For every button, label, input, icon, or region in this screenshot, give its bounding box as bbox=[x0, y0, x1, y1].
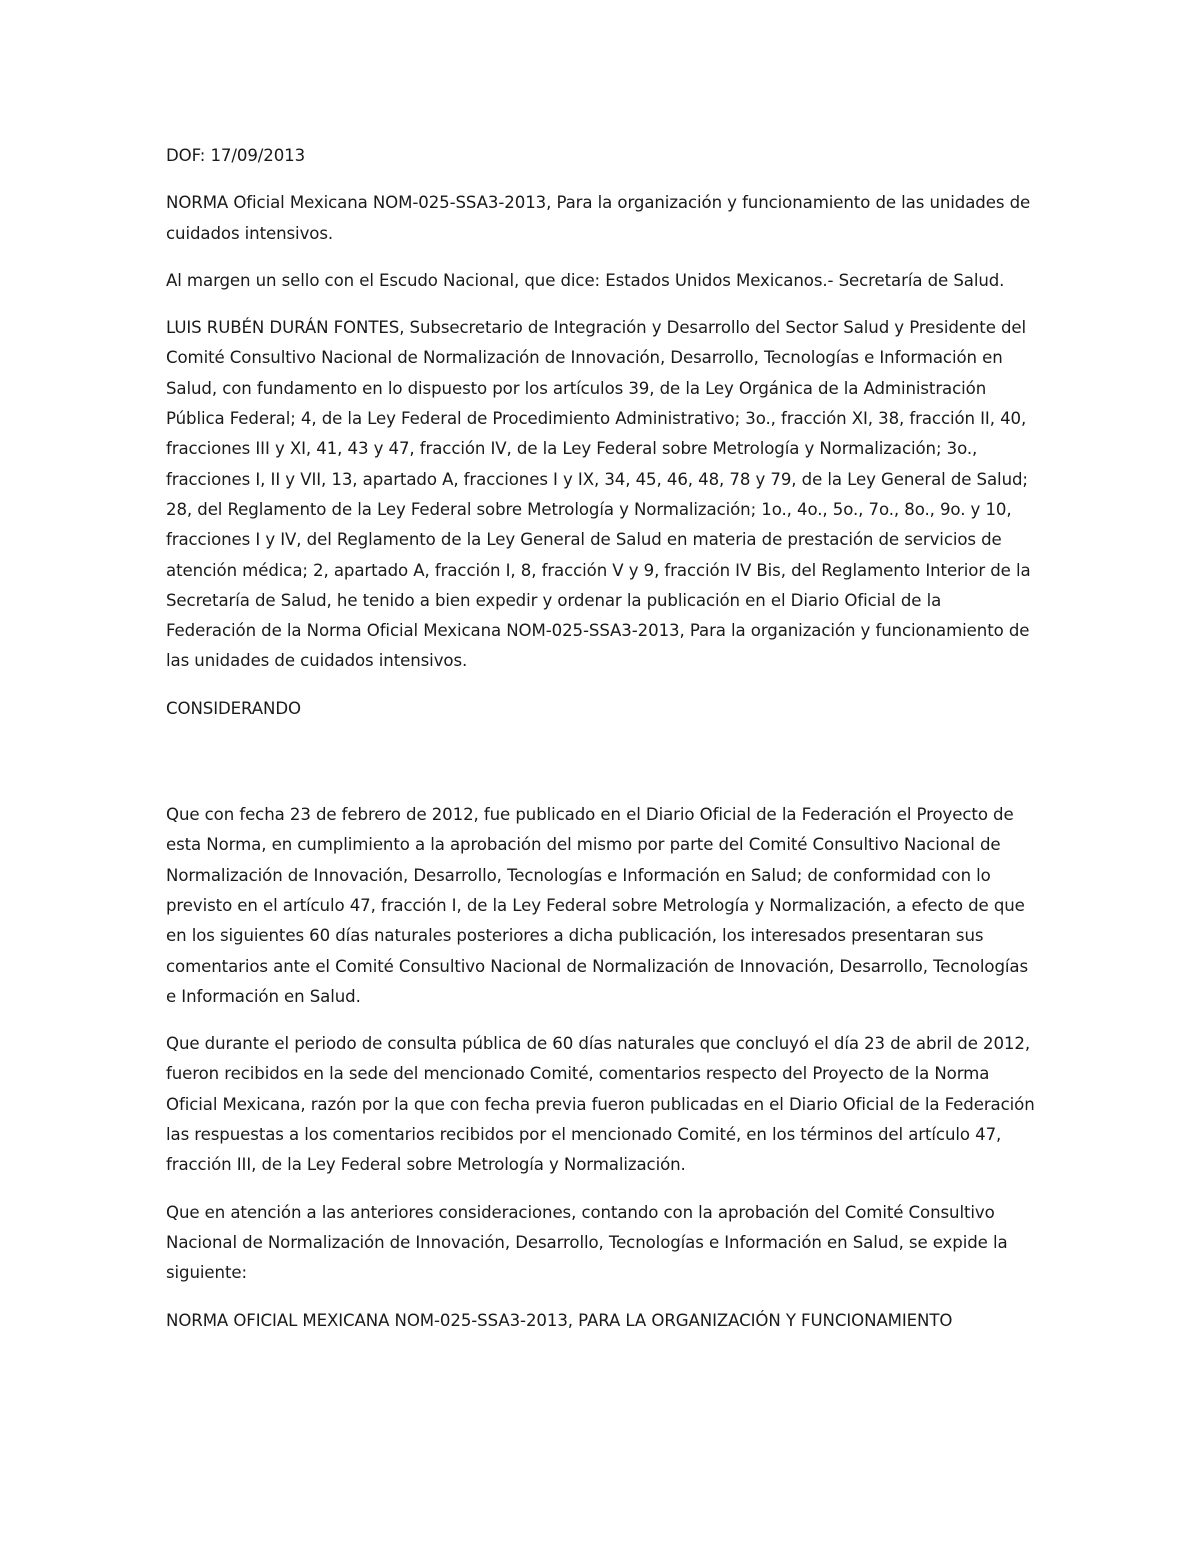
considerando-paragraph-2: Que durante el periodo de consulta pública de 60 días naturales que concluyó el día 23 de abril de 2012, fueron recibidos en la sede del mencionado Comité, comentarios respecto del Proyecto de la Norma Oficial Mexicana, razón por la que con fecha previa fueron publicadas en el Diario Oficial de la Federación las respuestas a los comentarios recibidos por el mencionado Comité, en los términos del artículo 47, fracción III, de la Ley Federal sobre Metrología y Normalización. bbox=[166, 1034, 1035, 1175]
document-body bbox=[166, 141, 1036, 1353]
considerando-heading: CONSIDERANDO bbox=[166, 698, 302, 718]
margin-note: Al margen un sello con el Escudo Nacional, que dice: Estados Unidos Mexicanos.- Secretaría de Salud. bbox=[166, 270, 1005, 290]
date-line: DOF: 17/09/2013 bbox=[166, 146, 306, 165]
considerando-paragraph-3: Que en atención a las anteriores consideraciones, contando con la aprobación del Comité Consultivo Nacional de Normalización de Innovación, Desarrollo, Tecnologías e Información en Salud, se expide la siguiente: bbox=[166, 1202, 1008, 1283]
document-title: NORMA Oficial Mexicana NOM-025-SSA3-2013, Para la organización y funcionamiento de las unidades de cuidados intensivos. bbox=[166, 193, 1031, 243]
considerando-paragraph-1: Que con fecha 23 de febrero de 2012, fue publicado en el Diario Oficial de la Federación el Proyecto de esta Norma, en cumplimiento a la aprobación del mismo por parte del Comité Consultivo Nacional de Normalización de Innovación, Desarrollo, Tecnologías e Información en Salud; de conformidad con lo previsto en el artículo 47, fracción I, de la Ley Federal sobre Metrología y Normalización, a efecto de que en los siguientes 60 días naturales posteriores a dicha publicación, los interesados presentaran sus comentarios ante el Comité Consultivo Nacional de Normalización de Innovación, Desarrollo, Tecnologías e Información en Salud. bbox=[166, 805, 1029, 1006]
preamble-paragraph: LUIS RUBÉN DURÁN FONTES, Subsecretario de Integración y Desarrollo del Sector Salud y Presidente del Comité Consultivo Nacional de Normalización de Innovación, Desarrollo, Tecnologías e Información en Salud, con fundamento en lo dispuesto por los artículos 39, de la Ley Orgánica de la Administración Pública Federal; 4, de la Ley Federal de Procedimiento Administrativo; 3o., fracción XI, 38, fracción II, 40, fracciones III y XI, 41, 43 y 47, fracción IV, de la Ley Federal sobre Metrología y Normalización; 3o., fracciones I, II y VII, 13, apartado A, fracciones I y IX, 34, 45, 46, 48, 78 y 79, de la Ley General de Salud; 28, del Reglamento de la Ley Federal sobre Metrología y Normalización; 1o., 4o., 5o., 7o., 8o., 9o. y 10, fracciones I y IV, del Reglamento de la Ley General de Salud en materia de prestación de servicios de atención médica; 2, apartado A, fracción I, 8, fracción V y 9, fracción IV Bis, del Reglamento Interior de la Secretaría de Salud, he tenido a bien expedir y ordenar la publicación en el Diario Oficial de la Federación de la Norma Oficial Mexicana NOM-025-SSA3-2013, Para la organización y funcionamiento de las unidades de cuidados intensivos. bbox=[166, 318, 1031, 671]
closing-heading: NORMA OFICIAL MEXICANA NOM-025-SSA3-2013, PARA LA ORGANIZACIÓN Y FUNCIONAMIENTO bbox=[166, 1310, 953, 1330]
